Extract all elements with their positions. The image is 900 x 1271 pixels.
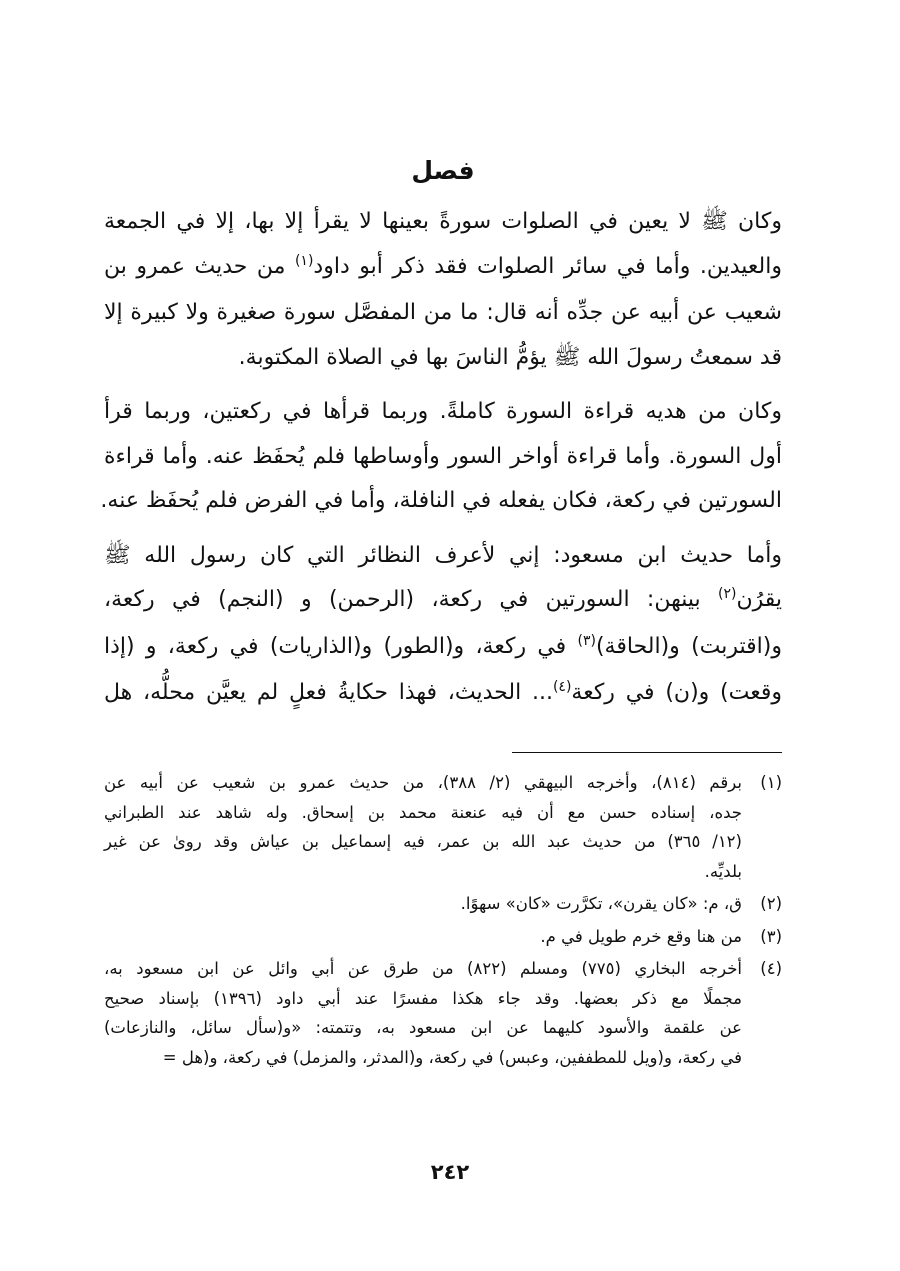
footnote-number: (٣) (760, 926, 782, 946)
text-segment: ... الحديث، فهذا حكايةُ فعلٍ لم يعيَّن محلُّه، هل (104, 680, 553, 705)
text-segment: بينهن: السورتين في ركعة، (الرحمن) و (النجم) في ركعة، (104, 587, 701, 612)
footnote-4 (104, 954, 782, 1072)
footnote-3 (104, 922, 782, 952)
text-line (104, 671, 782, 718)
text-line: السورتين في ركعة، فكان يفعله في النافلة، وأما في الفرض فلم يُحفَظ عنه. (100, 488, 782, 513)
footnote-1 (104, 768, 782, 886)
page-number: ٢٤٢ (430, 1160, 470, 1184)
footnote-ref-2[interactable]: (٢) (717, 586, 737, 602)
footnote-number: (٢) (760, 894, 782, 913)
footnote-line: جده، إسناده حسن مع أن فيه عنعنة محمد بن إسحاق. وله شاهد عند الطبراني (104, 802, 742, 822)
footnote-line: بلديِّه. (704, 861, 742, 881)
footnote-text (104, 768, 742, 886)
footnote-number: (١) (760, 773, 782, 792)
footnote-line: من هنا وقع خرم طويل في م. (540, 926, 742, 946)
paragraph-2 (100, 390, 782, 524)
footnote-text (104, 922, 742, 952)
footnote-line: أخرجه البخاري (٧٧٥) ومسلم (٨٢٢) من طرق عن أبي وائل عن ابن مسعود به، (104, 959, 742, 978)
footnote-ref-4[interactable]: (٤) (552, 679, 572, 695)
text-segment: في ركعة، و(الطور) و(الذاريات) في ركعة، و (إذا (104, 633, 567, 659)
text-segment: وقعت) و(ن) في ركعة (571, 680, 782, 705)
footnote-line: برقم (٨١٤)، وأخرجه البيهقي (٢/ ٣٨٨)، من حديث عمرو بن شعيب عن أبيه عن (104, 773, 742, 792)
main-text (100, 200, 782, 718)
text-line: وأما حديث ابن مسعود: إني لأعرف النظائر التي كان رسول الله ﷺ (104, 542, 782, 568)
section-heading: فصل (411, 156, 475, 185)
separator-line (512, 752, 782, 753)
text-line (104, 245, 782, 292)
text-segment: يقرُن (736, 587, 782, 612)
text-segment: من حديث عمرو بن (104, 253, 286, 279)
footnote-text (104, 954, 742, 1072)
text-line (104, 625, 782, 672)
footnote-line: في ركعة، و(ويل للمطففين، وعبس) في ركعة، و(المدثر، والمزمل) في ركعة، و(هل = (162, 1047, 742, 1067)
footnotes (104, 768, 782, 1075)
paragraph-3 (104, 534, 782, 718)
footnote-ref-1[interactable]: (١) (294, 252, 314, 269)
footnote-2 (104, 889, 782, 919)
text-line: أول السورة. وأما قراءة أواخر السور وأوساطها فلم يُحفَظ عنه. وأما قراءة (104, 443, 782, 469)
footnote-ref-3[interactable]: (٣) (577, 632, 596, 649)
text-line (104, 578, 782, 625)
footnote-number: (٤) (760, 959, 782, 978)
paragraph-1 (104, 200, 782, 380)
footnote-line: (١٢/ ٣٦٥) من حديث عبد الله بن عمر، فيه إسماعيل بن عياش وقد روىٰ عن غير (104, 832, 742, 851)
footnote-text (104, 889, 742, 919)
text-line: وكان ﷺ لا يعين في الصلوات سورةً بعينها لا يقرأ إلا بها، إلا في الجمعة (104, 209, 782, 234)
footnote-line: مجملًا مع ذكر بعضها. وقد جاء هكذا مفسرًا عند أبي داود (١٣٩٦) بإسناد صحيح (104, 988, 742, 1008)
text-line: قد سمعتُ رسولَ الله ﷺ يؤمُّ الناسَ بها في الصلاة المكتوبة. (238, 344, 782, 370)
text-line: وكان من هديه قراءة السورة كاملةً. وربما قرأها في ركعتين، وربما قرأ (104, 399, 782, 424)
footnote-line: ق، م: «كان يقرن»، تكرَّرت «كان» سهوًا. (460, 894, 742, 913)
footnote-separator (104, 752, 782, 753)
text-segment: و(اقتربت) و(الحاقة) (595, 633, 782, 659)
footnote-line: عن علقمة والأسود كليهما عن ابن مسعود به، وتتمته: «و(سأل سائل، والنازعات) (104, 1018, 742, 1037)
text-line: شعيب عن أبيه عن جدِّه أنه قال: ما من المفصَّل سورة صغيرة ولا كبيرة إلا (104, 300, 782, 325)
text-segment: والعيدين. وأما في سائر الصلوات فقد ذكر أبو داود (313, 253, 782, 279)
